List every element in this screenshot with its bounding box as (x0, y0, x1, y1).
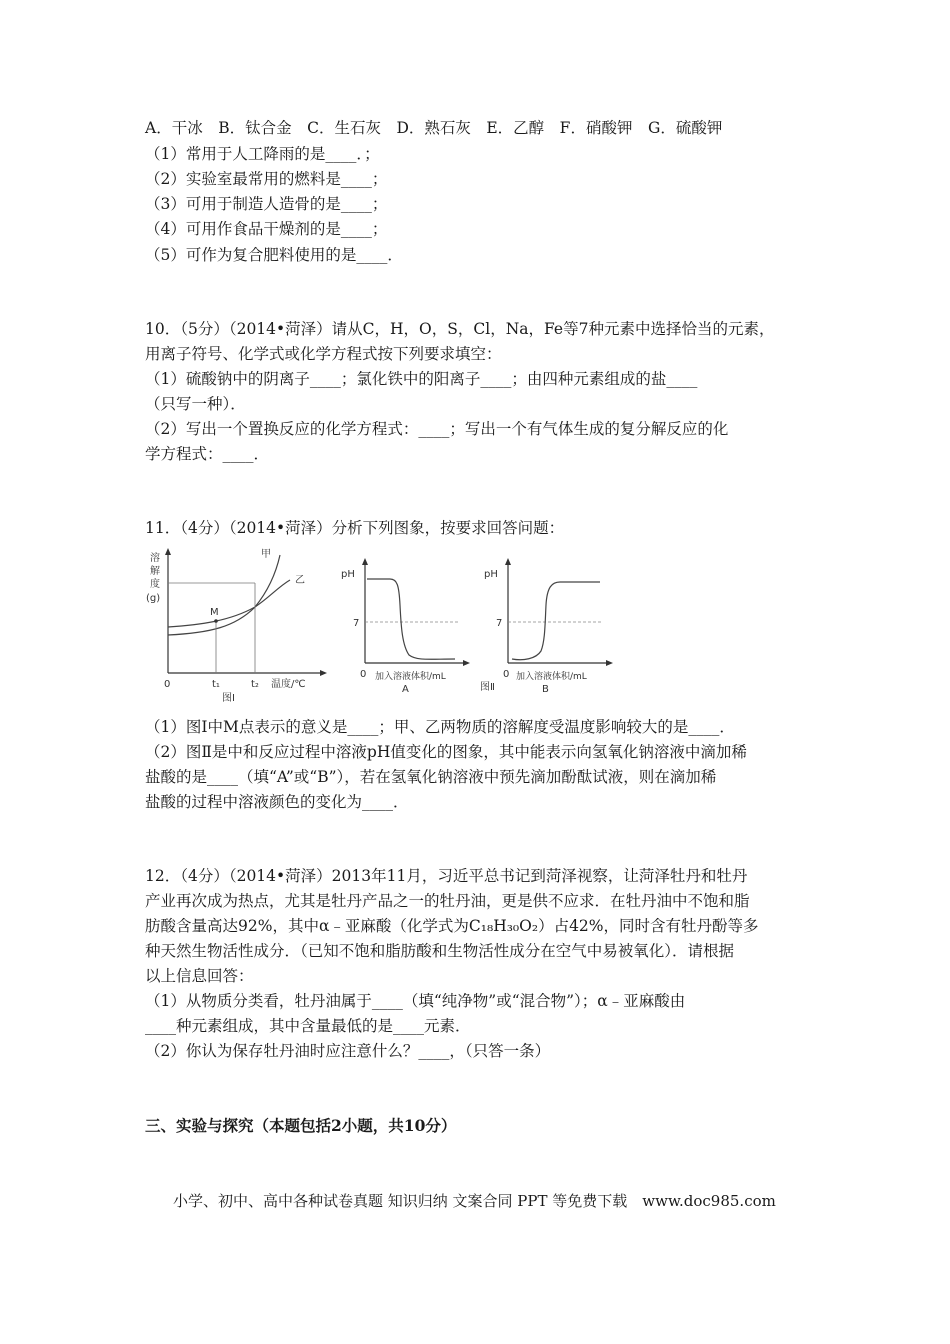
q12-line-6: （1）从物质分类看，牡丹油属于____（填“纯净物”或“混合物”）；α﹣亚麻酸由 (145, 992, 686, 1010)
q10-line-5: （2）写出一个置换反应的化学方程式：____；写出一个有气体生成的复分解反应的化 (145, 420, 729, 438)
q9-options: A．干冰 B．钛合金 C．生石灰 D．熟石灰 E．乙醇 F．硝酸钾 G．硫酸钾 (145, 119, 723, 137)
fig2a-ylabel: pH (341, 569, 355, 580)
fig1-label-yi: 乙 (295, 575, 305, 586)
q11-line-3: 盐酸的是____（填“A”或“B”），若在氢氧化钠溶液中预先滴加酚酞试液，则在滴加稀 (145, 768, 717, 786)
fig1-xlabel: 温度/℃ (271, 679, 306, 690)
q11-line-1: （1）图Ⅰ中M点表示的意义是____；甲、乙两物质的溶解度受温度影响较大的是____． (145, 718, 735, 736)
fig2b-xlabel: 加入溶液体积/mL (516, 672, 587, 682)
fig2b-label: B (542, 684, 549, 695)
curve-yi (168, 580, 290, 627)
q11-line-4: 盐酸的过程中溶液颜色的变化为____． (145, 793, 409, 811)
curve-a (367, 579, 455, 659)
fig1-t1: t₁ (212, 679, 220, 690)
fig2b-ylabel: pH (484, 569, 498, 580)
q11-line-2: （2）图Ⅱ是中和反应过程中溶液pH值变化的图象，其中能表示向氢氧化钠溶液中滴加稀 (145, 743, 747, 761)
fig2a-xlabel: 加入溶液体积/mL (375, 672, 446, 682)
q12-line-8: （2）你认为保存牡丹油时应注意什么？____，（只答一条） (145, 1042, 551, 1060)
fig1-ylabel-3: 度 (150, 579, 160, 590)
q10-line-6: 学方程式：____． (145, 445, 270, 463)
q9-item-5: （5）可作为复合肥料使用的是____． (145, 246, 403, 264)
figure-2a-ph (335, 555, 475, 680)
q10-line-4: （只写一种）． (145, 395, 246, 413)
point-m (214, 619, 218, 623)
fig2-caption: 图Ⅱ (480, 682, 495, 693)
q12-line-4: 种天然生物活性成分．（已知不饱和脂肪酸和生物活性成分在空气中易被氧化）．请根据 (145, 942, 735, 960)
fig2a-origin: 0 (360, 669, 367, 680)
fig1-label-m: M (210, 607, 219, 618)
figure-1-solubility (140, 545, 330, 705)
curve-jia (168, 555, 280, 635)
figure-2a-labels (375, 668, 485, 698)
fig1-ylabel-4: (g) (146, 593, 161, 604)
fig1-origin: 0 (164, 679, 171, 690)
q12-line-1: 12．（4分）（2014•菏泽）2013年11月，习近平总书记到菏泽视察，让菏泽牡丹和牡丹 (145, 867, 748, 885)
section-3-heading: 三、实验与探究（本题包括2小题，共10分） (145, 1116, 457, 1135)
fig2b-origin: 0 (503, 669, 510, 680)
fig2b-seven: 7 (496, 618, 503, 629)
q9-item-3: （3）可用于制造人造骨的是____； (145, 195, 388, 213)
q12-line-7: ____种元素组成，其中含量最低的是____元素． (145, 1017, 471, 1035)
fig1-ylabel-2: 解 (150, 566, 160, 577)
q9-item-4: （4）可用作食品干燥剂的是____； (145, 220, 388, 238)
fig1-caption: 图Ⅰ (222, 693, 235, 704)
fig1-label-jia: 甲 (261, 549, 271, 560)
fig1-ylabel-1: 溶 (150, 553, 160, 564)
q9-item-1: （1）常用于人工降雨的是____．； (145, 145, 380, 163)
q12-line-3: 肪酸含量高达92%，其中α﹣亚麻酸（化学式为C₁₈H₃₀O₂）占42%，同时含有牡丹酚等多 (145, 917, 759, 935)
page-footer: 小学、初中、高中各种试卷真题 知识归纳 文案合同 PPT 等免费下载 www.doc985.com (173, 1192, 776, 1210)
fig2a-label: A (402, 684, 409, 695)
q10-line-2: 用离子符号、化学式或化学方程式按下列要求填空： (145, 345, 502, 363)
q9-item-2: （2）实验室最常用的燃料是____； (145, 170, 388, 188)
q11-title: 11．（4分）（2014•菏泽）分析下列图象，按要求回答问题： (145, 519, 565, 537)
figure-2b-ph (478, 555, 618, 680)
q10-line-1: 10．（5分）（2014•菏泽）请从C，H，O，S，Cl，Na，Fe等7种元素中选择恰当的元素， (145, 320, 775, 338)
fig2a-seven: 7 (353, 618, 360, 629)
q12-line-2: 产业再次成为热点，尤其是牡丹产品之一的牡丹油，更是供不应求．在牡丹油中不饱和脂 (145, 892, 750, 910)
q10-line-3: （1）硫酸钠中的阴离子____；氯化铁中的阳离子____；由四种元素组成的盐____ (145, 370, 698, 388)
figure-2b-labels (480, 668, 615, 698)
curve-b (512, 582, 600, 660)
fig1-t2: t₂ (251, 679, 259, 690)
q12-line-5: 以上信息回答： (145, 967, 254, 985)
